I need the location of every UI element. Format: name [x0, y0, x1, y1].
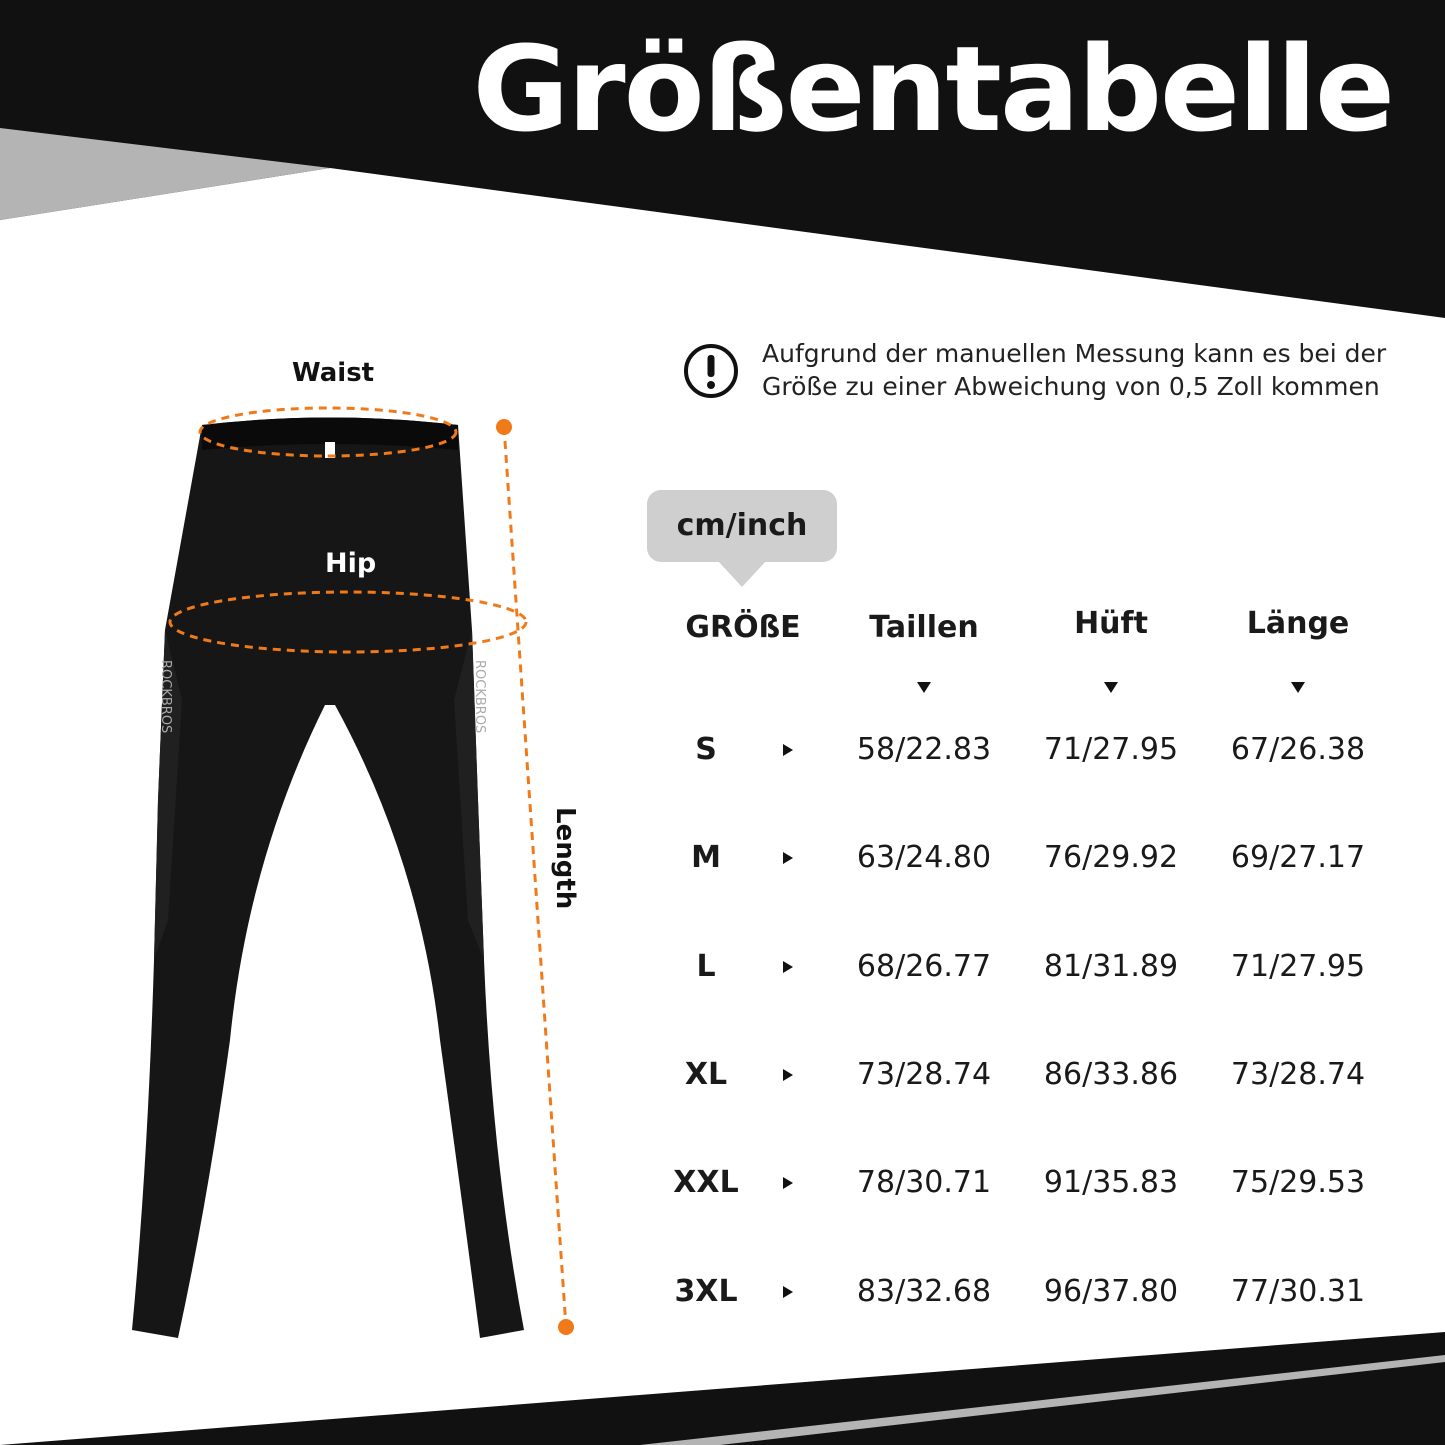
table-row [0, 1262, 1445, 1322]
arrow-down-icon [917, 682, 931, 693]
waist-cell: 78/30.71 [856, 1165, 992, 1200]
length-cell: 73/28.74 [1230, 1057, 1366, 1092]
table-row [0, 937, 1445, 997]
unit-badge-pointer [718, 561, 766, 587]
header-size: GRÖßE [685, 610, 801, 645]
size-cell: 3XL [674, 1274, 738, 1309]
header-waist: Taillen [869, 610, 979, 645]
page-title: Größentabelle [472, 20, 1393, 158]
arrow-right-icon [783, 852, 793, 864]
waist-cell: 58/22.83 [856, 732, 992, 767]
arrow-down-icon [1291, 682, 1305, 693]
hip-cell: 76/29.92 [1043, 840, 1179, 875]
arrow-right-icon [783, 1286, 793, 1298]
table-row [0, 1153, 1445, 1213]
hip-cell: 81/31.89 [1043, 949, 1179, 984]
length-cell: 77/30.31 [1230, 1274, 1366, 1309]
length-cell: 67/26.38 [1230, 732, 1366, 767]
size-cell: M [691, 840, 721, 875]
arrow-right-icon [783, 744, 793, 756]
header-hip: Hüft [1074, 606, 1148, 641]
notice-text: Aufgrund der manuellen Messung kann es bei der Größe zu einer Abweichung von 0,5 Zoll kommen [762, 339, 1387, 401]
arrow-down-icon [1104, 682, 1118, 693]
table-row [0, 720, 1445, 780]
hip-cell: 91/35.83 [1043, 1165, 1179, 1200]
length-cell: 69/27.17 [1230, 840, 1366, 875]
length-label: Length [550, 807, 580, 910]
table-row [0, 828, 1445, 888]
arrow-right-icon [783, 961, 793, 973]
hip-label: Hip [325, 548, 377, 579]
size-cell: S [695, 732, 717, 767]
brand-text-right: ROCKBROS [472, 660, 487, 734]
unit-badge: cm/inch [647, 490, 837, 562]
waist-cell: 68/26.77 [856, 949, 992, 984]
waist-cell: 63/24.80 [856, 840, 992, 875]
hip-cell: 71/27.95 [1043, 732, 1179, 767]
hip-cell: 86/33.86 [1043, 1057, 1179, 1092]
size-cell: XL [684, 1057, 728, 1092]
header-length: Länge [1246, 606, 1350, 641]
brand-text-left: ROCKBROS [158, 660, 173, 734]
length-cell: 71/27.95 [1230, 949, 1366, 984]
waist-label: Waist [292, 358, 375, 388]
size-cell: L [696, 949, 716, 984]
waist-cell: 73/28.74 [856, 1057, 992, 1092]
table-row [0, 1045, 1445, 1105]
arrow-right-icon [783, 1069, 793, 1081]
length-cell: 75/29.53 [1230, 1165, 1366, 1200]
hip-cell: 96/37.80 [1043, 1274, 1179, 1309]
arrow-right-icon [783, 1177, 793, 1189]
waist-cell: 83/32.68 [856, 1274, 992, 1309]
exclamation-circle-icon [682, 342, 740, 400]
size-cell: XXL [673, 1165, 739, 1200]
